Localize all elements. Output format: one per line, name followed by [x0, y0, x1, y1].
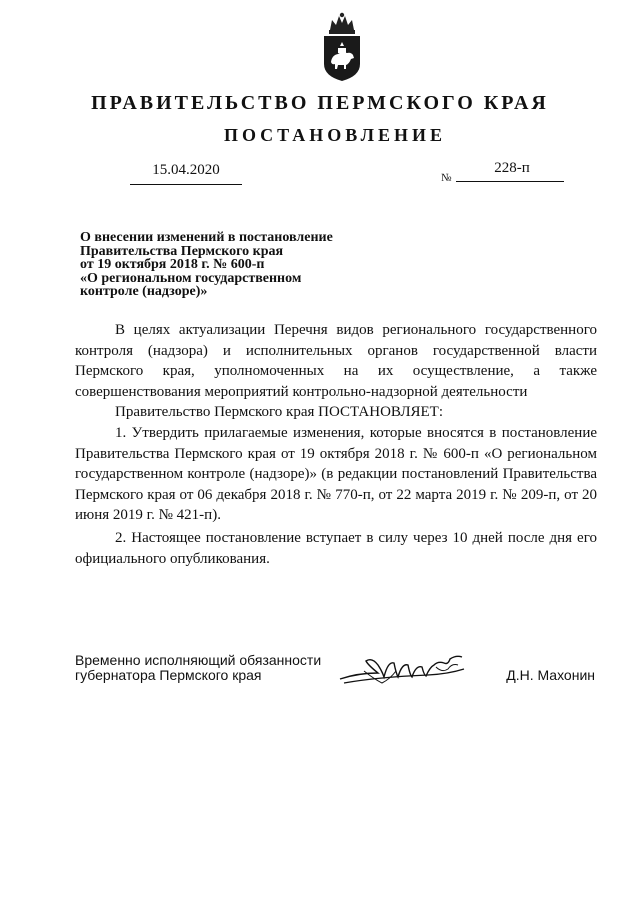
subject-line: от 19 октября 2018 г. № 600-п	[80, 257, 265, 273]
document-body	[75, 320, 597, 569]
signature-block	[75, 653, 595, 703]
body-paragraph: 1. Утвердить прилагаемые изменения, которые вносятся в постановление Правительства Пермского края от 19 октября 2018 г. № 600-п «О региональном государственном контроле (надзоре)» (в редакции постановлений Правительства Пермского края от 06 декабря 2018 г. № 770-п, от 22 марта 2019 г. № 209-п, от 20 июня 2019 г. № 421-п).	[75, 424, 597, 524]
document-type: ПОСТАНОВЛЕНИЕ	[223, 125, 447, 145]
subject-line: контроле (надзоре)»	[80, 284, 208, 300]
number-label: №	[441, 172, 452, 184]
body-paragraph: Правительство Пермского края ПОСТАНОВЛЯЕТ:	[115, 404, 444, 421]
coat-of-arms-icon	[320, 12, 364, 82]
document-number: 228-п	[456, 160, 564, 182]
document-subject	[80, 231, 380, 299]
organization-title: ПРАВИТЕЛЬСТВО ПЕРМСКОГО КРАЯ	[91, 92, 549, 114]
document-date: 15.04.2020	[130, 162, 242, 185]
subject-line: О внесении изменений в постановление	[80, 230, 333, 245]
position-line: Временно исполняющий обязанности	[75, 652, 322, 668]
body-paragraph: В целях актуализации Перечня видов регионального государственного контроля (надзора) и исполнительных органов государственной власти Пермского края, уполномоченных на их осуществление, а также совершенствования мероприятий контрольно-надзорной деятельности	[75, 322, 597, 400]
subject-line: «О региональном государственном	[80, 270, 302, 286]
signatory-name: Д.Н. Махонин	[506, 667, 595, 683]
position-line: губернатора Пермского края	[75, 667, 262, 683]
body-paragraph: 2. Настоящее постановление вступает в силу через 10 дней после дня его официального опубликования.	[75, 529, 597, 567]
handwritten-signature	[338, 643, 468, 693]
signatory-position	[75, 653, 335, 683]
subject-line: Правительства Пермского края	[80, 243, 284, 259]
